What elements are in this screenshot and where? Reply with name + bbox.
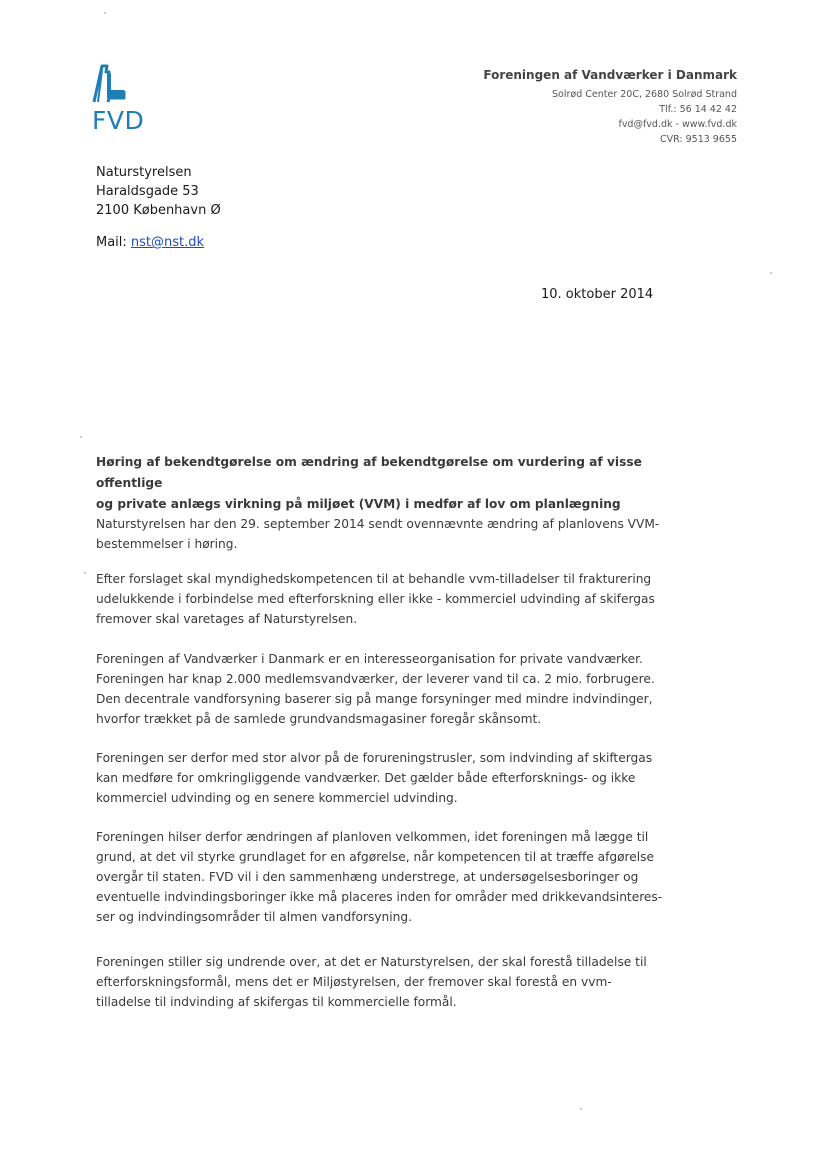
- sender-phone: Tlf.: 56 14 42 42: [659, 104, 737, 115]
- text-line: fremover skal varetages af Naturstyrelsen.: [96, 612, 358, 626]
- text-line: hvorfor trækket på de samlede grundvandsmagasiner foregår skånsomt.: [96, 712, 542, 726]
- logo-text: FVD: [92, 106, 145, 135]
- paragraph: [96, 514, 660, 554]
- text-line: Foreningen har knap 2.000 medlemsvandværker, der leverer vand til ca. 2 mio. forbrugere.: [96, 672, 655, 686]
- text-line: Foreningen ser derfor med stor alvor på de forureningstrusler, som indvinding af skiftergas: [96, 751, 653, 765]
- scan-speck: [104, 12, 106, 14]
- text-line: Foreningen stiller sig undrende over, at det er Naturstyrelsen, der skal forestå tilladelse til: [96, 955, 647, 969]
- sender-org: Foreningen af Vandværker i Danmark: [483, 68, 737, 82]
- text-line: udelukkende i forbindelse med efterforskning eller ikke - kommerciel udvinding af skifergas: [96, 592, 655, 606]
- scan-speck: [580, 1108, 582, 1110]
- text-line: efterforskningsformål, mens det er Miljøstyrelsen, der fremover skal forestå en vvm-: [96, 975, 612, 989]
- sender-address: Solrød Center 20C, 2680 Solrød Strand: [552, 89, 737, 100]
- subject-line: Høring af bekendtgørelse om ændring af bekendtgørelse om vurdering af visse offentlige: [96, 455, 642, 490]
- text-line: eventuelle indvindingsboringer ikke må placeres inden for områder med drikkevandsinteres-: [96, 890, 663, 904]
- text-line: bestemmelser i høring.: [96, 537, 238, 551]
- text-line: Naturstyrelsen har den 29. september 2014 sendt ovennævnte ændring af planlovens VVM-: [96, 517, 660, 531]
- subject-heading: [96, 452, 656, 515]
- text-line: ser og indvindingsområder til almen vandforsyning.: [96, 910, 412, 924]
- paragraph: [96, 952, 656, 1012]
- scan-speck: [770, 272, 772, 274]
- mail-link[interactable]: nst@nst.dk: [130, 235, 205, 250]
- text-line: kommerciel udvinding og en senere kommerciel udvinding.: [96, 791, 458, 805]
- recipient-street: Haraldsgade 53: [96, 184, 199, 199]
- text-line: grund, at det vil styrke grundlaget for en afgørelse, når kompetencen til at træffe afgørelse: [96, 850, 655, 864]
- sender-cvr: CVR: 9513 9655: [659, 134, 737, 145]
- paragraph: [96, 748, 656, 808]
- scan-speck: [84, 572, 86, 574]
- recipient-name: Naturstyrelsen: [96, 165, 192, 180]
- sender-block: [483, 68, 737, 147]
- mail-label: Mail:: [96, 235, 131, 250]
- paragraph: [96, 649, 656, 729]
- text-line: Den decentrale vandforsyning baserer sig på mange forsyninger med mindre indvindinger,: [96, 692, 653, 706]
- text-line: kan medføre for omkringliggende vandværker. Det gælder både efterforsknings- og ikke: [96, 771, 636, 785]
- text-line: Efter forslaget skal myndighedskompetencen til at behandle vvm-tilladelser til frakturering: [96, 572, 652, 586]
- sender-web: fvd@fvd.dk - www.fvd.dk: [618, 119, 737, 130]
- recipient-city: 2100 København Ø: [96, 203, 221, 218]
- mail-line: [96, 235, 204, 250]
- water-pump-icon: [90, 64, 150, 108]
- paragraph: [96, 569, 656, 629]
- text-line: Foreningen hilser derfor ændringen af planloven velkommen, idet foreningen må lægge til: [96, 830, 649, 844]
- scan-speck: [80, 436, 82, 438]
- subject-line: og private anlægs virkning på miljøet (VVM) i medfør af lov om planlægning: [96, 497, 621, 511]
- letter-date: 10. oktober 2014: [541, 287, 654, 302]
- text-line: overgår til staten. FVD vil i den sammenhæng understrege, at undersøgelsesboringer og: [96, 870, 639, 884]
- recipient-block: [96, 163, 221, 220]
- text-line: Foreningen af Vandværker i Danmark er en interesseorganisation for private vandværker.: [96, 652, 643, 666]
- text-line: tilladelse til indvinding af skifergas til kommercielle formål.: [96, 995, 457, 1009]
- paragraph: [96, 827, 663, 927]
